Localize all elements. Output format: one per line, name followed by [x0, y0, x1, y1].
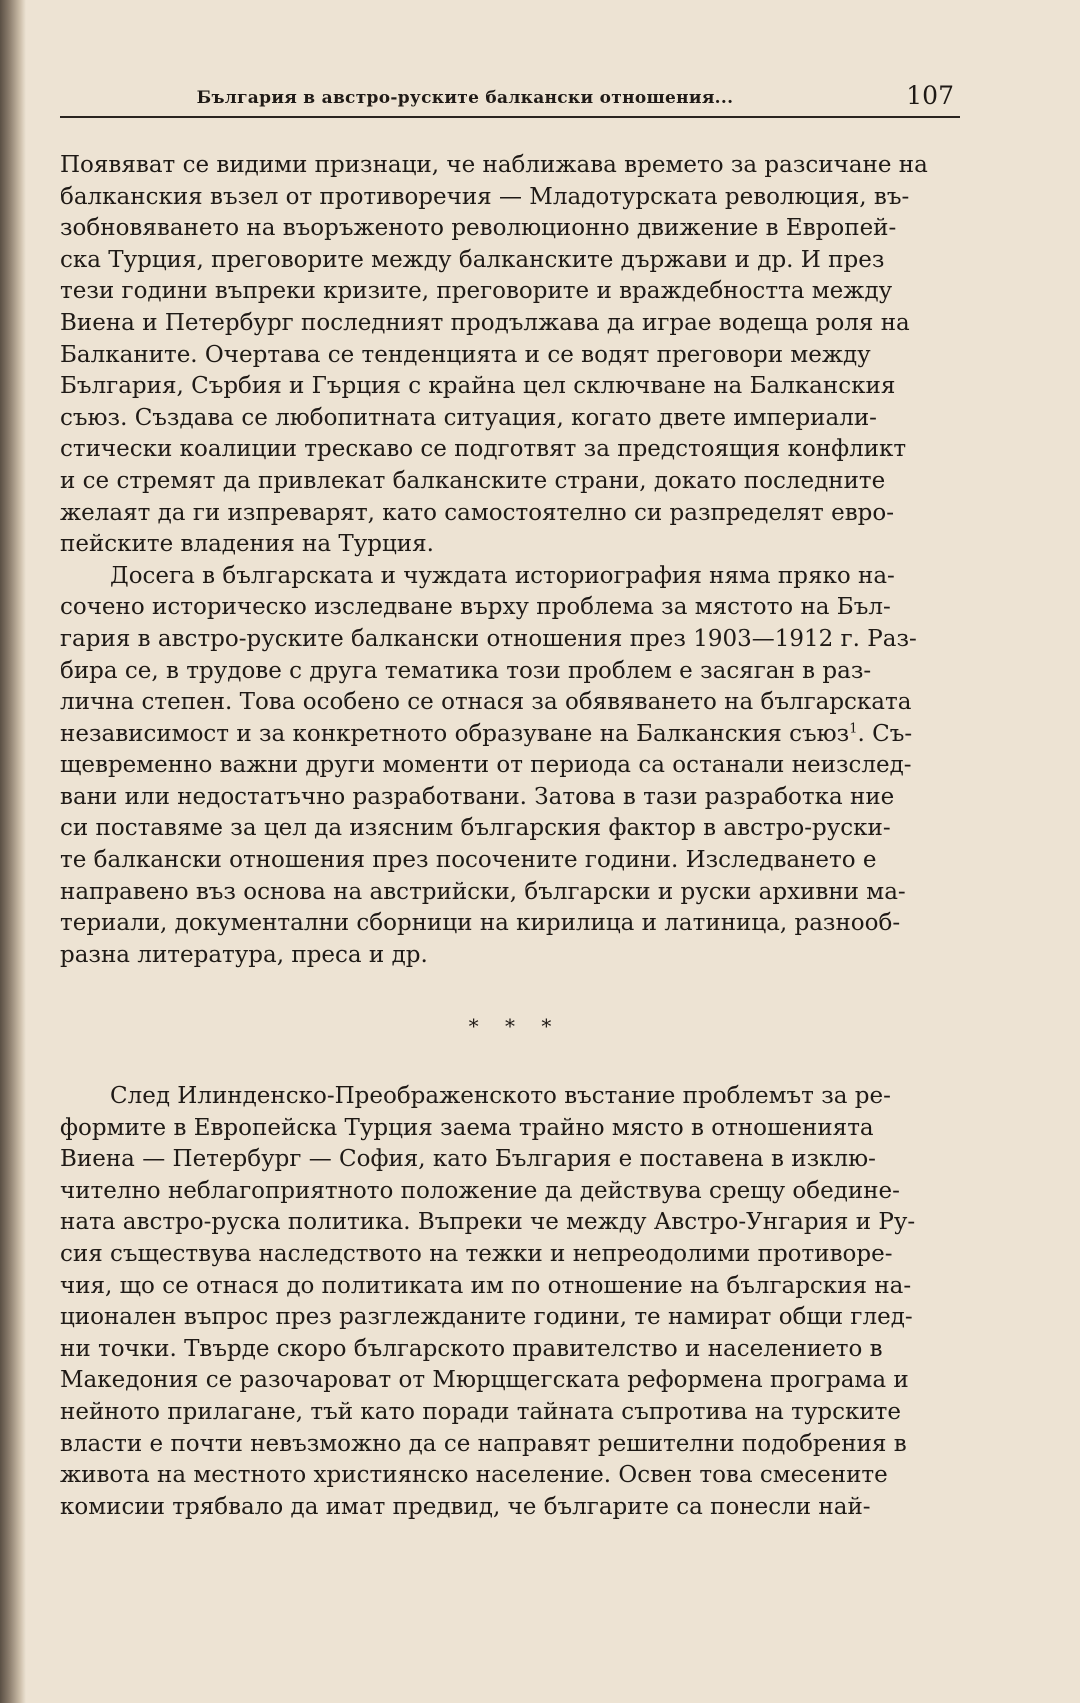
- text-line: разна литература, преса и др.: [60, 941, 428, 968]
- text-line: и се стремят да привлекат балканските страни, докато последните: [60, 467, 886, 494]
- text-segment: . Съ-: [857, 720, 913, 747]
- text-line: тези години въпреки кризите, преговорите и враждебността между: [60, 278, 893, 305]
- text-line: желаят да ги изпреварят, като самостоятелно си разпределят евро-: [60, 499, 894, 526]
- text-line: сочено историческо изследване върху проблема за мястото на Бъл-: [60, 594, 891, 621]
- text-line: Виена — Петербург — София, като България е поставена в изклю-: [60, 1146, 876, 1173]
- text-line: ни точки. Твърде скоро българското правителство и населението в: [60, 1335, 883, 1362]
- text-line: [60, 719, 960, 751]
- text-line: комисии трябвало да имат предвид, че българите са понесли най-: [60, 1493, 871, 1520]
- text-line: щевременно важни други моменти от периода са останали неизслед-: [60, 752, 912, 779]
- text-line: зобновяването на въоръженото революционно движение в Европей-: [60, 215, 897, 242]
- text-line: След Илинденско-Преображенското въстание проблемът за ре-: [110, 1083, 891, 1110]
- text-line: лична степен. Това особено се отнася за обявяването на българската: [60, 689, 912, 716]
- text-line: те балкански отношения през посочените години. Изследването е: [60, 847, 877, 874]
- text-line: ска Турция, преговорите между балканските държави и др. И през: [60, 246, 885, 273]
- text-line: ционален въпрос през разглежданите години, те намират общи глед-: [60, 1304, 913, 1331]
- page-number: 107: [906, 81, 954, 110]
- paragraph-2: [60, 561, 960, 972]
- section-break: * * *: [468, 1014, 562, 1039]
- text-line: пейските владения на Турция.: [60, 531, 434, 558]
- text-line: България, Сърбия и Гърция с крайна цел сключване на Балканския: [60, 373, 896, 400]
- text-line: териали, документални сборници на кирилица и латиница, разнооб-: [60, 910, 901, 937]
- text-segment: независимост и за конкретното образуване на Балканския съюз: [60, 720, 850, 747]
- text-line: чително неблагоприятното положение да действува срещу обедине-: [60, 1177, 900, 1204]
- text-line: бира се, в трудове с друга тематика този проблем е засяган в раз-: [60, 657, 872, 684]
- text-line: сия съществува наследството на тежки и непреодолими противоре-: [60, 1241, 893, 1267]
- text-line: Македония се разочароват от Мюрцщегската реформена програма и: [60, 1367, 909, 1394]
- text-line: формите в Европейска Турция заема трайно място в отношенията: [60, 1114, 874, 1141]
- running-header: [60, 72, 960, 118]
- text-line: власти е почти невъзможно да се направят решителни подобрения в: [60, 1430, 907, 1457]
- text-line: балканския възел от противоречия — Младотурската революция, въ-: [60, 183, 910, 210]
- text-line: Появяват се видими признаци, че наближава времето за разсичане на: [60, 152, 928, 178]
- binding-shadow: [0, 0, 26, 1703]
- text-line: вани или недостатъчно разработвани. Затова в тази разработка ние: [60, 783, 895, 810]
- text-line: Балканите. Очертава се тенденцията и се водят преговори между: [60, 341, 871, 368]
- text-line: си поставяме за цел да изясним българския фактор в австро-руски-: [60, 815, 891, 842]
- book-page: [60, 0, 960, 1703]
- paragraph-1: [60, 150, 960, 561]
- text-line: Виена и Петербург последният продължава да играе водеща роля на: [60, 309, 910, 336]
- text-line: ната австро-руска политика. Въпреки че между Австро-Унгария и Ру-: [60, 1209, 916, 1236]
- text-line: направено въз основа на австрийски, български и руски архивни ма-: [60, 878, 906, 905]
- running-title: България в австро-руските балкански отношения...: [196, 88, 734, 108]
- text-line: гария в австро-руските балкански отношения през 1903—1912 г. Раз-: [60, 625, 917, 652]
- text-line: съюз. Създава се любопитната ситуация, когато двете империали-: [60, 404, 877, 431]
- footnote-ref: 1: [849, 721, 858, 737]
- text-line: нейното прилагане, тъй като поради тайната съпротива на турските: [60, 1398, 901, 1425]
- text-line: живота на местното християнско население. Освен това смесените: [60, 1462, 888, 1489]
- paragraph-3: [60, 1081, 960, 1523]
- text-line: стически коалиции трескаво се подготвят за предстоящия конфликт: [60, 436, 907, 463]
- body-text: [60, 150, 960, 1523]
- text-line: чия, що се отнася до политиката им по отношение на българския на-: [60, 1272, 912, 1299]
- text-line: Досега в българската и чуждата историография няма пряко на-: [110, 562, 895, 589]
